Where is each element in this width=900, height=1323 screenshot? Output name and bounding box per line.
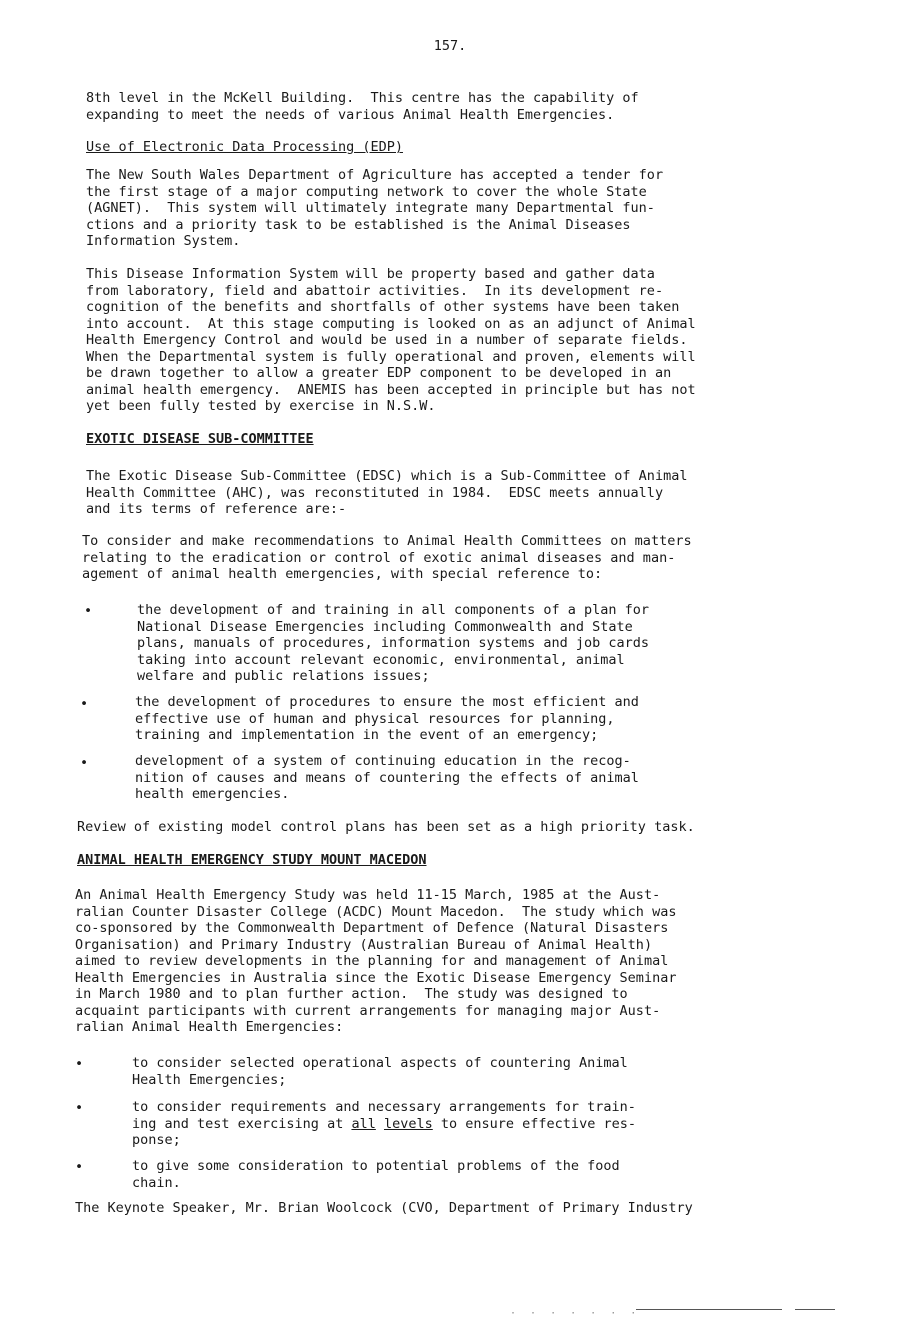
text-run <box>376 1116 384 1132</box>
page-number: 157. <box>433 38 467 54</box>
bullet-marker: • <box>80 696 89 712</box>
study-paragraph: An Animal Health Emergency Study was held 11-15 March, 1985 at the Aust- ralian Counter Disaster College (ACDC) Mount Macedon. The study which was co-sponsored by the Commonwealth Department of Defence (Natural Disasters Organisation) and Primary Industry (Australian Bureau of Animal Health) aimed to review developments in the planning for and management of Animal Health Emergencies in Australia since the Exotic Disease Emergency Seminar in March 1980 and to plan further action. The study was designed to acquaint participants with current arrangements for managing major Aust- ralian Animal Health Emergencies: <box>75 887 677 1035</box>
edsc-review: Review of existing model control plans has been set as a high priority task. <box>77 819 695 835</box>
edp-heading: Use of Electronic Data Processing (EDP) <box>86 139 403 155</box>
edsc-paragraph-2: To consider and make recommendations to Animal Health Committees on matters relating to the eradication or control of exotic animal diseases and man- agement of animal health emergencies, with special reference to: <box>82 533 692 582</box>
study-heading: ANIMAL HEALTH EMERGENCY STUDY MOUNT MACEDON <box>77 852 427 868</box>
study-bullet-2-line-1: to consider requirements and necessary arrangements for train- <box>132 1099 636 1115</box>
edp-paragraph-1: The New South Wales Department of Agriculture has accepted a tender for the first stage of a major computing network to cover the whole State (AGNET). This system will ultimately integrate many Departmental fun- ctions and a priority task to be established is the Animal Diseases Information System. <box>86 167 664 249</box>
study-bullet-2-line-3: ponse; <box>132 1132 181 1148</box>
study-bullet-2-line-2 <box>132 1116 636 1132</box>
text-run: to ensure effective res- <box>432 1115 636 1132</box>
bullet-marker: • <box>80 755 89 771</box>
study-bullet-2 <box>132 1099 636 1149</box>
edsc-heading: EXOTIC DISEASE SUB-COMMITTEE <box>86 431 314 447</box>
scan-artifact-rule <box>795 1309 835 1310</box>
intro-paragraph: 8th level in the McKell Building. This centre has the capability of expanding to meet the needs of various Animal Health Emergencies. <box>86 90 639 123</box>
edp-paragraph-2: This Disease Information System will be property based and gather data from laboratory, field and abattoir activities. In its development re- cognition of the benefits and shortfalls of other systems have been taken into account. At this stage computing is looked on as an adjunct of Animal Health Emergency Control and would be used in a number of separate fields. When the Departmental system is fully operational and proven, elements will be drawn together to allow a greater EDP component to be developed in an animal health emergency. ANEMIS has been accepted in principle but has not yet been fully tested by exercise in N.S.W. <box>86 266 696 414</box>
bullet-marker: • <box>75 1056 84 1072</box>
study-bullet-1: to consider selected operational aspects of countering Animal Health Emergencies; <box>132 1055 628 1088</box>
underlined-all: all <box>351 1115 376 1132</box>
study-bullet-3: to give some consideration to potential problems of the food chain. <box>132 1158 620 1191</box>
bullet-marker: • <box>84 603 93 619</box>
text-run: ing and test exercising at <box>132 1115 352 1132</box>
bullet-marker: • <box>75 1100 84 1116</box>
bullet-marker: • <box>75 1159 84 1175</box>
study-last-line: The Keynote Speaker, Mr. Brian Woolcock (CVO, Department of Primary Industry <box>75 1200 693 1216</box>
scan-artifact-dots: · · · · · · · <box>510 1308 641 1319</box>
edsc-bullet-3: development of a system of continuing education in the recog- nition of causes and means of countering the effects of animal health emergencies. <box>135 753 639 802</box>
edsc-bullet-1: the development of and training in all components of a plan for National Disease Emergencies including Commonwealth and State plans, manuals of procedures, information systems and job cards taking into account relevant economic, environmental, animal welfare and public relations issues; <box>137 602 650 684</box>
underlined-levels: levels <box>383 1115 433 1132</box>
edsc-paragraph-1: The Exotic Disease Sub-Committee (EDSC) which is a Sub-Committee of Animal Health Committee (AHC), was reconstituted in 1984. EDSC meets annually and its terms of reference are:- <box>86 468 688 517</box>
scan-artifact-rule <box>636 1309 782 1310</box>
edsc-bullet-2: the development of procedures to ensure the most efficient and effective use of human and physical resources for planning, training and implementation in the event of an emergency; <box>135 694 639 743</box>
